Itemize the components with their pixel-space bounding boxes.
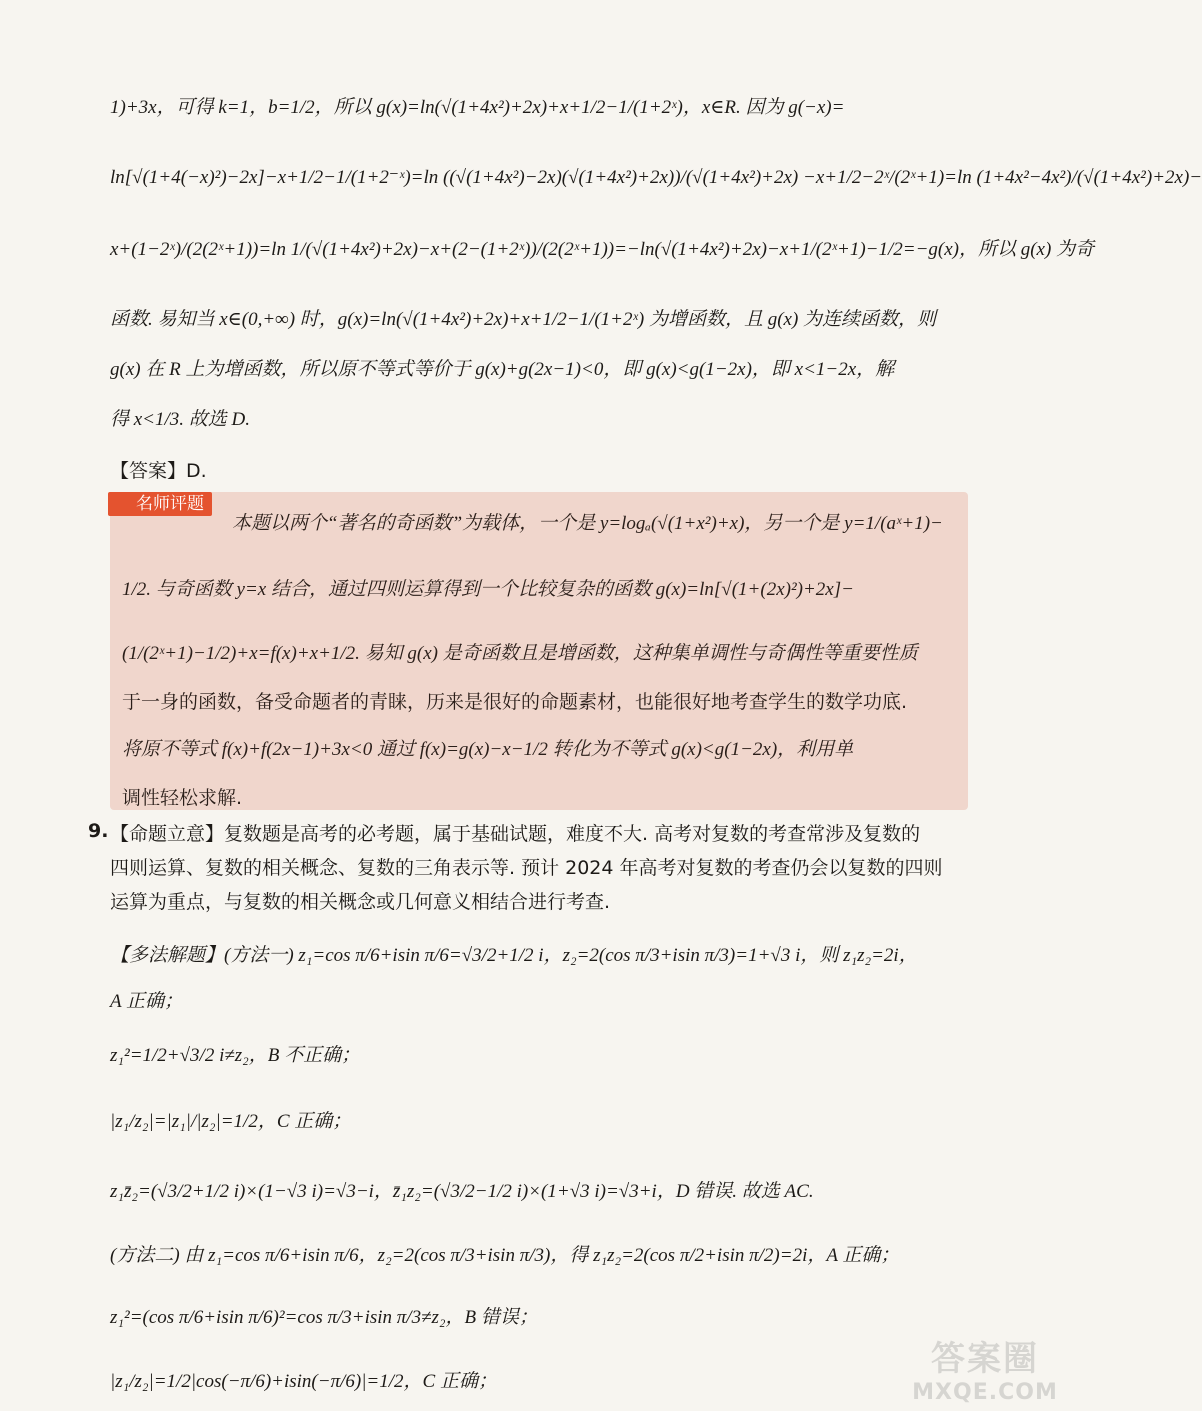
site-watermark <box>900 1331 1070 1405</box>
solution-line: ln[√(1+4(−x)²)−2x]−x+1/2−1/(1+2⁻ˣ)=ln ((√(1+4x²)−2x)(√(1+4x²)+2x))/(√(1+4x²)+2x) −x+1/2−2ˣ/(2ˣ+1)=ln (1+4x²−4x²)/(√(1+4x²)+2x)− <box>110 167 1202 188</box>
solution-line: g(x) 在 R 上为增函数，所以原不等式等价于 g(x)+g(2x−1)<0，即 g(x)<g(1−2x)，即 x<1−2x，解 <box>110 359 895 380</box>
q9-line: 【多法解题】(方法一) z₁=cos π/6+isin π/6=√3/2+1/2 i，z₂=2(cos π/3+isin π/3)=1+√3 i，则 z₁z₂=2i， <box>110 945 918 966</box>
comment-line: 将原不等式 f(x)+f(2x−1)+3x<0 通过 f(x)=g(x)−x−1/2 转化为不等式 g(x)<g(1−2x)，利用单 <box>122 739 854 760</box>
comment-line: (1/(2ˣ+1)−1/2)+x=f(x)+x+1/2. 易知 g(x) 是奇函数且是增函数，这种集单调性与奇偶性等重要性质 <box>122 643 918 664</box>
q9-line: z₁z̄₂=(√3/2+1/2 i)×(1−√3 i)=√3−i，z̄₁z₂=(√3/2−1/2 i)×(1+√3 i)=√3+i，D 错误. 故选 AC. <box>110 1181 814 1202</box>
q9-line: |z₁/z₂|=1/2|cos(−π/6)+isin(−π/6)|=1/2，C 正确； <box>110 1371 497 1392</box>
q9-line: 运算为重点，与复数的相关概念或几何意义相结合进行考查. <box>110 891 611 913</box>
q9-line: |z₁/z₂|=|z₁|/|z₂|=1/2，C 正确； <box>110 1111 352 1132</box>
comment-line: 于一身的函数，备受命题者的青睐，历来是很好的命题素材，也能很好地考查学生的数学功底. <box>122 691 908 713</box>
watermark-top: 答案圈 <box>931 1339 1039 1379</box>
question-number: 9. <box>88 820 109 842</box>
q9-line: (方法二) 由 z₁=cos π/6+isin π/6，z₂=2(cos π/3+isin π/3)，得 z₁z₂=2(cos π/2+isin π/2)=2i，A 正确； <box>110 1245 900 1266</box>
solution-line: 1)+3x，可得 k=1，b=1/2，所以 g(x)=ln(√(1+4x²)+2x)+x+1/2−1/(1+2ˣ)，x∈R. 因为 g(−x)= <box>110 97 845 118</box>
solution-line: x+(1−2ˣ)/(2(2ˣ+1))=ln 1/(√(1+4x²)+2x)−x+(2−(1+2ˣ))/(2(2ˣ+1))=−ln(√(1+4x²)+2x)−x+1/(2ˣ+1)−1/2=−g(x)，所以 g(x) 为奇 <box>110 239 1095 260</box>
q9-line: 四则运算、复数的相关概念、复数的三角表示等. 预计 2024 年高考对复数的考查仍会以复数的四则 <box>110 857 943 879</box>
watermark-bottom: MXQE.COM <box>912 1380 1058 1405</box>
q9-line: A 正确； <box>110 991 184 1012</box>
comment-line: 1/2. 与奇函数 y=x 结合，通过四则运算得到一个比较复杂的函数 g(x)=ln[√(1+(2x)²)+2x]− <box>122 579 854 600</box>
teacher-comment-tag: 名师评题 <box>108 492 212 516</box>
q9-line: z₁²=1/2+√3/2 i≠z₂，B 不正确； <box>110 1045 361 1066</box>
comment-line: 调性轻松求解. <box>122 787 243 809</box>
q9-line: z₁²=(cos π/6+isin π/6)²=cos π/3+isin π/3≠z₂，B 错误； <box>110 1307 538 1328</box>
solution-line: 得 x<1/3. 故选 D. <box>110 409 251 430</box>
q9-line: 【命题立意】复数题是高考的必考题，属于基础试题，难度不大. 高考对复数的考查常涉及复数的 <box>110 823 921 845</box>
answer-label: 【答案】D. <box>110 460 207 482</box>
solution-line: 函数. 易知当 x∈(0,+∞) 时，g(x)=ln(√(1+4x²)+2x)+x+1/2−1/(1+2ˣ) 为增函数，且 g(x) 为连续函数，则 <box>110 309 937 330</box>
comment-line: 本题以两个“著名的奇函数”为载体，一个是 y=logₐ(√(1+x²)+x)，另一个是 y=1/(aˣ+1)− <box>232 513 943 534</box>
